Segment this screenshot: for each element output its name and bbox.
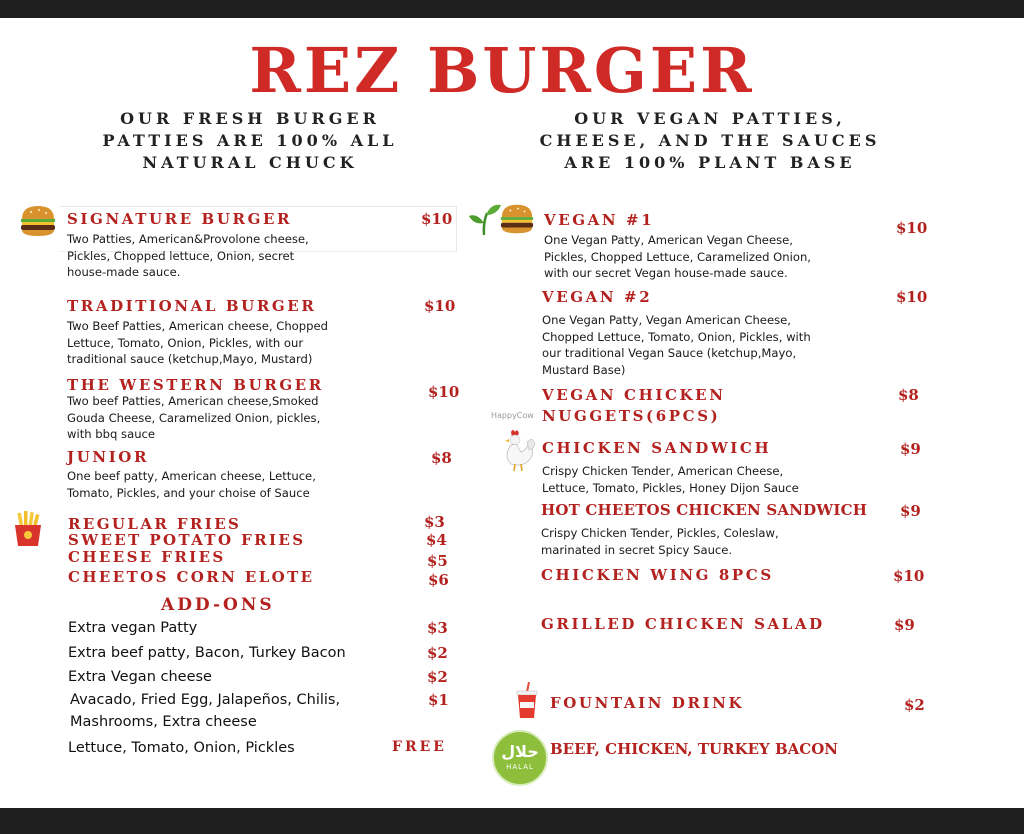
sprout-icon xyxy=(467,201,503,237)
desc-line: One Vegan Patty, Vegan American Cheese, xyxy=(542,313,791,327)
item-description xyxy=(544,232,811,282)
addon-name: Extra beef patty, Bacon, Turkey Bacon xyxy=(68,645,346,661)
desc-line: Pickles, Chopped lettuce, Onion, secret xyxy=(67,248,295,263)
item-description xyxy=(67,231,309,281)
fries-item-price: $4 xyxy=(426,531,447,549)
watermark-text: HappyCow xyxy=(491,411,534,420)
item-name: SIGNATURE BURGER xyxy=(67,210,293,228)
item-price: $9 xyxy=(894,616,915,634)
item-description xyxy=(541,525,779,558)
tagline-right-line: CHEESE, AND THE SAUCES xyxy=(539,131,881,150)
fries-item-name: CHEESE FRIES xyxy=(68,548,226,566)
halal-badge-latin: HALAL xyxy=(506,763,534,771)
bottom-frame-bar xyxy=(0,808,1024,834)
drink-price: $2 xyxy=(904,696,925,714)
fries-item-name: REGULAR FRIES xyxy=(68,515,242,533)
top-frame-bar xyxy=(0,0,1024,18)
fries-item-price: $5 xyxy=(427,552,448,570)
addon-name: Lettuce, Tomato, Onion, Pickles xyxy=(68,740,295,756)
item-price: $10 xyxy=(424,297,456,315)
desc-line: Lettuce, Tomato, Onion, Pickles, with our xyxy=(67,335,304,350)
tagline-left-line: PATTIES ARE 100% ALL xyxy=(102,131,398,150)
item-name: THE WESTERN BURGER xyxy=(67,376,324,394)
tagline-right xyxy=(520,108,900,174)
item-price: $8 xyxy=(431,449,452,467)
tagline-left-line: NATURAL CHUCK xyxy=(142,153,358,172)
desc-line: marinated in secret Spicy Sauce. xyxy=(541,542,733,557)
item-name: VEGAN #1 xyxy=(544,211,655,229)
desc-line: Lettuce, Tomato, Pickles, Honey Dijon Sauce xyxy=(542,480,799,495)
item-price: $9 xyxy=(900,440,921,458)
halal-badge-arabic: حلال xyxy=(501,742,539,761)
tagline-right-line: OUR VEGAN PATTIES, xyxy=(574,109,846,128)
item-description xyxy=(542,312,811,378)
burger-icon xyxy=(19,204,57,238)
burger-icon xyxy=(499,202,535,236)
item-description xyxy=(67,318,328,368)
item-name: HOT CHEETOS CHICKEN SANDWICH xyxy=(541,501,868,519)
item-name: GRILLED CHICKEN SALAD xyxy=(541,615,825,633)
desc-line: Two beef Patties, American cheese,Smoked xyxy=(67,394,319,408)
item-price: $10 xyxy=(896,219,928,237)
fries-icon xyxy=(11,510,45,548)
addon-name-line2: Mashrooms, Extra cheese xyxy=(70,714,257,730)
desc-line: Mustard Base) xyxy=(542,362,626,377)
desc-line: with bbq sauce xyxy=(67,427,156,441)
desc-line: Pickles, Chopped Lettuce, Caramelized Onion, xyxy=(544,249,811,264)
item-price: $10 xyxy=(421,210,453,228)
rooster-icon xyxy=(497,428,537,472)
desc-line: our traditional Vegan Sauce (ketchup,Mayo, xyxy=(542,346,797,360)
item-name: CHICKEN SANDWICH xyxy=(542,439,772,457)
tagline-left xyxy=(80,108,420,174)
desc-line: house-made sauce. xyxy=(67,265,181,279)
addon-price: $3 xyxy=(427,619,448,637)
addon-price: $1 xyxy=(428,691,449,709)
menu-page xyxy=(0,18,1024,808)
drink-name: FOUNTAIN DRINK xyxy=(550,694,745,712)
item-description xyxy=(67,468,316,501)
item-price: $10 xyxy=(893,567,925,585)
desc-line: Crispy Chicken Tender, American Cheese, xyxy=(542,464,784,478)
item-description xyxy=(542,463,799,496)
drink-cup-icon xyxy=(514,682,540,720)
fries-item-name: SWEET POTATO FRIES xyxy=(68,531,306,549)
item-name: VEGAN CHICKEN xyxy=(542,386,726,404)
item-name: JUNIOR xyxy=(67,448,150,466)
halal-badge-icon xyxy=(492,730,548,786)
desc-line: One Vegan Patty, American Vegan Cheese, xyxy=(544,233,793,247)
fries-item-name: CHEETOS CORN ELOTE xyxy=(68,568,315,586)
fries-item-price: $6 xyxy=(428,571,449,589)
desc-line: Chopped Lettuce, Tomato, Onion, Pickles, with xyxy=(542,329,811,344)
desc-line: One beef patty, American cheese, Lettuce, xyxy=(67,469,316,483)
desc-line: Two Patties, American&Provolone cheese, xyxy=(67,232,309,246)
tagline-right-line: ARE 100% PLANT BASE xyxy=(564,153,856,172)
desc-line: with our secret Vegan house-made sauce. xyxy=(544,266,788,280)
addon-price-free: FREE xyxy=(392,739,447,755)
addon-name: Avacado, Fried Egg, Jalapeños, Chilis, xyxy=(70,692,341,708)
addon-price: $2 xyxy=(427,668,448,686)
tagline-left-line: OUR FRESH BURGER xyxy=(120,109,380,128)
restaurant-title: REZ BURGER xyxy=(249,34,755,107)
item-name: TRADITIONAL BURGER xyxy=(67,297,317,315)
addon-price: $2 xyxy=(427,644,448,662)
halal-note: BEEF, CHICKEN, TURKEY BACON xyxy=(550,740,839,758)
item-name-line2: NUGGETS(6PCS) xyxy=(542,407,721,425)
desc-line: Gouda Cheese, Caramelized Onion, pickles, xyxy=(67,410,321,425)
addons-title: ADD-ONS xyxy=(161,595,275,615)
desc-line: Tomato, Pickles, and your choise of Sauce xyxy=(67,485,310,500)
item-name: CHICKEN WING 8PCS xyxy=(541,566,774,584)
item-price: $9 xyxy=(900,502,921,520)
item-description xyxy=(67,393,320,443)
item-price: $10 xyxy=(896,288,928,306)
desc-line: Two Beef Patties, American cheese, Chopped xyxy=(67,319,328,333)
item-name: VEGAN #2 xyxy=(542,288,653,306)
item-price: $8 xyxy=(898,386,919,404)
fries-item-price: $3 xyxy=(424,513,445,531)
addon-name: Extra vegan Patty xyxy=(68,620,198,636)
desc-line: Crispy Chicken Tender, Pickles, Coleslaw, xyxy=(541,526,779,540)
desc-line: traditional sauce (ketchup,Mayo, Mustard) xyxy=(67,352,313,366)
addon-name: Extra Vegan cheese xyxy=(68,669,212,685)
item-price: $10 xyxy=(428,383,460,401)
